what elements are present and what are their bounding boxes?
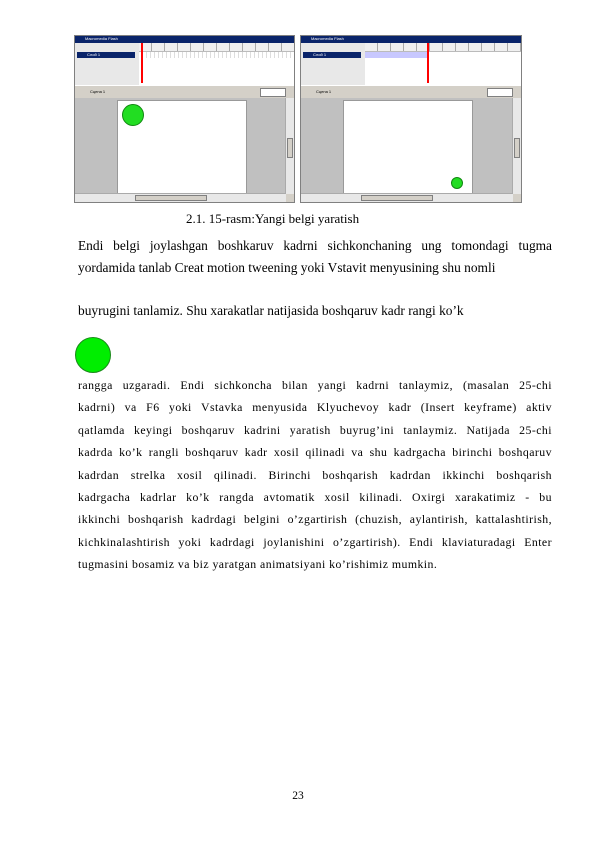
scene-label: Сцена 1 [90,89,106,94]
workspace [301,98,513,194]
tween-span[interactable] [365,52,429,58]
window-title: Macromedia Flash [311,36,344,41]
edit-bar [301,85,521,99]
figure-screenshots [74,35,522,203]
frame-row[interactable] [139,52,294,58]
stage[interactable] [343,100,473,195]
figure-caption: 2.1. 15-rasm:Yangi belgi yaratish [186,211,360,226]
text-line: kadrgacha kadrlar ko’k rangda avtomatik xosil kilinadi. Oxirgi xarakatimiz - bu [78,490,552,505]
text-line: rangga uzgaradi. Endi sichkoncha bilan yangi kadrni tanlaymiz, (masalan 25-chi [78,378,552,392]
text-line: kichkinalashtirish yoki kadrdagi joylanishini o’zgartirish). Endi klaviaturadagi Enter [78,534,552,549]
vertical-scrollbar[interactable] [512,98,521,194]
paragraph-1 [78,235,552,279]
frame-ruler [139,43,294,52]
page-number: 23 [292,790,304,802]
scroll-thumb[interactable] [514,138,520,158]
flash-window-right [300,35,522,203]
frame-ruler [365,43,521,52]
scroll-thumb[interactable] [287,138,293,158]
green-circle-image [75,337,111,373]
playhead[interactable] [141,43,143,83]
text-line: tugmasini bosamiz va biz yaratgan animatsiyani ko’rishimiz mumkin. [78,557,438,572]
workspace [75,98,286,194]
timeline[interactable] [139,43,294,85]
paragraph-3 [78,374,552,576]
text-line: qatlamda keyingi boshqaruv kadrini yaratish buyrug’ini tanlaymiz. Natijada 25-chi [78,422,552,437]
text-line: ikkinchi boshqarish kadrdagi belgini o’zgartirish (chuzish, aylantirish, kattalashtirish, [78,512,552,527]
stage[interactable] [117,100,247,195]
layer-row[interactable] [303,52,361,58]
text-line: kadrni) va F6 yoki Vstavka menyusida Klyuchevoy kadr (Insert keyframe) aktiv [78,400,552,415]
vertical-scrollbar[interactable] [285,98,294,194]
scroll-thumb[interactable] [361,195,433,201]
circle-symbol[interactable] [451,177,463,189]
text-line: kadrda ko’k rangli boshqaruv kadr xosil qilinadi va shu kadrgacha birinchi boshqaruv [78,445,552,460]
text-line: kadrdan strelka xosil qilinadi. Birinchi boshqarish kadrdan ikkinchi boshqarish [78,467,552,482]
layer-panel [75,43,140,85]
layer-name: Слой 1 [313,52,327,57]
zoom-select[interactable] [260,88,286,97]
edit-bar [75,85,294,99]
text-line: yordamida tanlab Creat motion tweening yoki Vstavit menyusining shu nomli [78,260,496,275]
scroll-thumb[interactable] [135,195,207,201]
title-bar [75,36,294,43]
horizontal-scrollbar[interactable] [75,193,286,202]
title-bar [301,36,521,43]
text-line: Endi belgi joylashgan boshkaruv kadrni sichkonchaning ung tomondagi tugma [78,238,552,253]
layer-name: Слой 1 [87,52,101,57]
paragraph-2: buyrugini tanlamiz. Shu xarakatlar natijasida boshqaruv kadr rangi ko’k [78,303,464,318]
scene-label: Сцена 1 [316,89,332,94]
zoom-select[interactable] [487,88,513,97]
circle-symbol[interactable] [122,104,144,126]
timeline[interactable] [365,43,521,85]
layer-panel [301,43,366,85]
horizontal-scrollbar[interactable] [301,193,513,202]
playhead[interactable] [427,43,429,83]
window-title: Macromedia Flash [85,36,118,41]
flash-window-left [74,35,295,203]
layer-row[interactable] [77,52,135,58]
